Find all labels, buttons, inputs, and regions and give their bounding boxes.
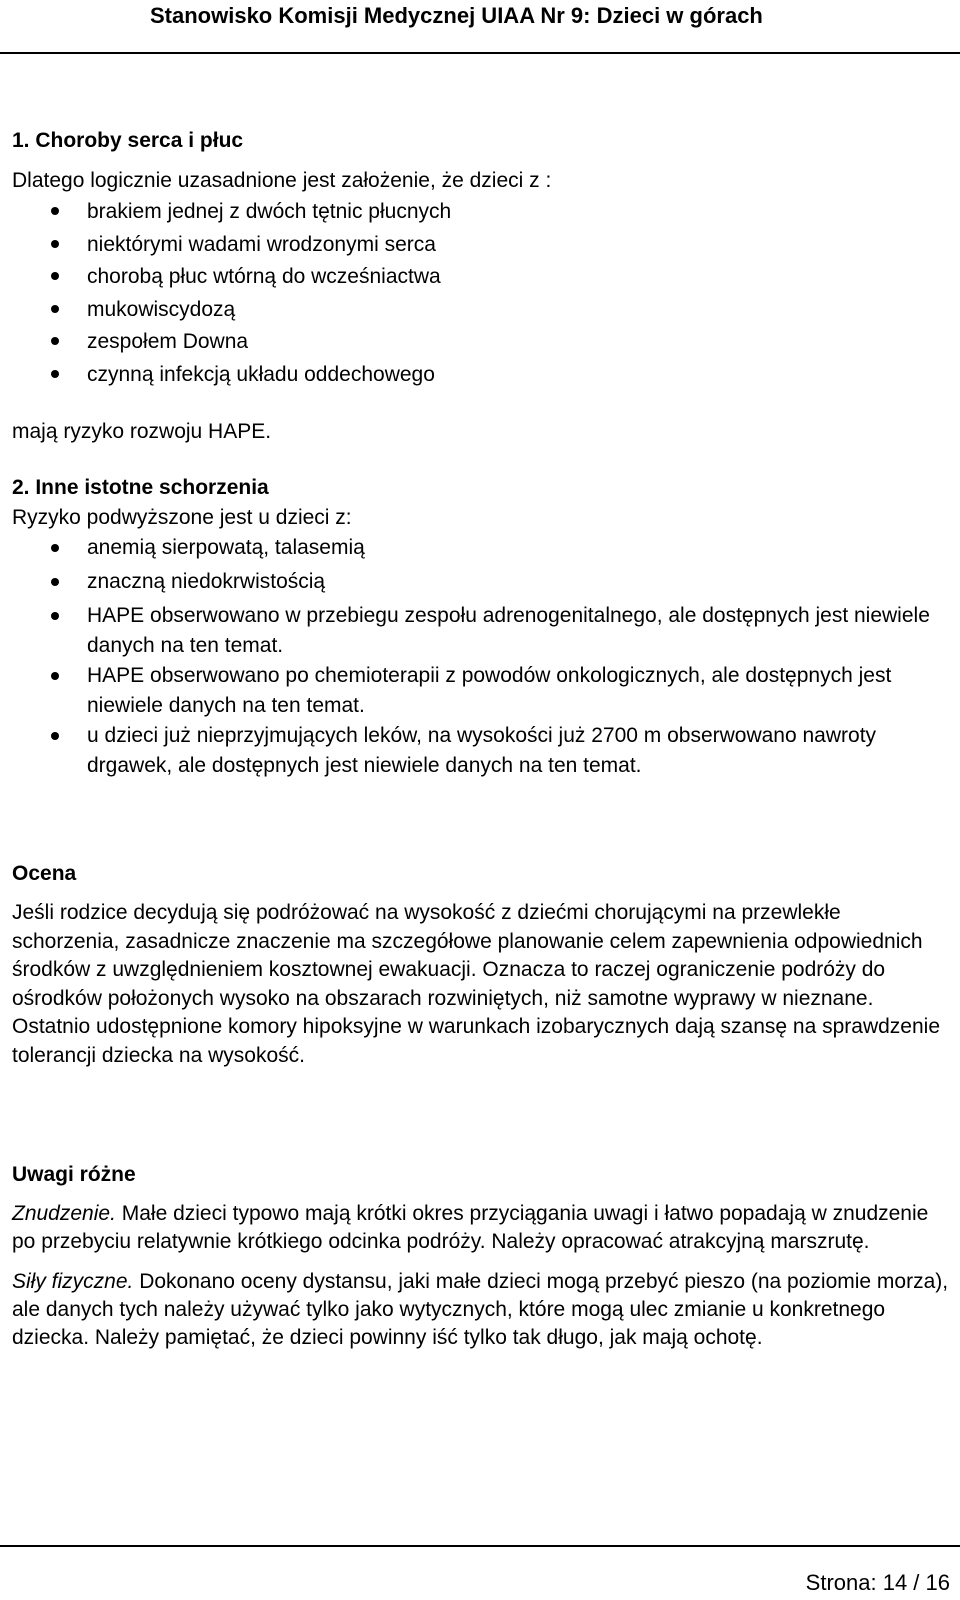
list-item: zespołem Downa — [12, 326, 959, 359]
ocena-paragraph: Jeśli rodzice decydują się podróżować na wysokość z dziećmi chorującymi na przewlekłe schorzenia, zasadnicze znaczenie ma szczegółowe planowanie celem zapewnienia odpowiednich środków z uwzględnieniem kosztownej ewakuacji. Oznacza to raczej ograniczenie podróży do ośrodków położonych wysoko na obszarach rozwiniętych, niż samotne wyprawy w nieznane. Ostatnio udostępnione komory hipoksyjne w warunkach izobarycznych dają szansę na sprawdzenie tolerancji dziecka na wysokość. — [12, 901, 941, 1067]
sily-fizyczne-text: Dokonano oceny dystansu, jaki małe dzieci mogą przebyć pieszo (na poziomie morza), ale danych tych należy używać tylko jako wytycznych, które mogą ulec zmianie u konkretnego dziecka. Należy pamiętać, że dzieci powinny iść tylko tak długo, jak mają ochotę. — [12, 1270, 949, 1349]
section-heading-2: 2. Inne istotne schorzenia — [12, 476, 269, 499]
list-item: u dzieci już nieprzyjmujących leków, na wysokości już 2700 m obserwowano nawroty drgawek, ale dostępnych jest niewiele danych na ten temat. — [12, 721, 959, 781]
section-heading-1: 1. Choroby serca i płuc — [12, 129, 244, 152]
uwagi-paragraph-2 — [12, 1268, 952, 1352]
page-header — [0, 0, 960, 54]
uwagi-heading: Uwagi różne — [12, 1163, 136, 1186]
section1-list — [12, 196, 952, 391]
page-number: Strona: 14 / 16 — [805, 1570, 950, 1595]
list-item: HAPE obserwowano po chemioterapii z powodów onkologicznych, ale dostępnych jest niewiele danych na ten temat. — [12, 661, 959, 721]
list-item: chorobą płuc wtórną do wcześniactwa — [12, 261, 959, 294]
document-body — [12, 126, 952, 1352]
list-item: brakiem jednej z dwóch tętnic płucnych — [12, 196, 959, 229]
list-item: HAPE obserwowano w przebiegu zespołu adrenogenitalnego, ale dostępnych jest niewiele danych na ten temat. — [12, 601, 959, 661]
footer-divider — [0, 1545, 960, 1547]
list-item: niektórymi wadami wrodzonymi serca — [12, 229, 959, 262]
uwagi-paragraph-1 — [12, 1200, 952, 1256]
document-title: Stanowisko Komisji Medycznej UIAA Nr 9: Dzieci w górach — [150, 3, 763, 28]
list-item: mukowiscydozą — [12, 294, 959, 327]
section2-intro: Ryzyko podwyższone jest u dzieci z: — [12, 506, 352, 529]
sily-fizyczne-label: Siły fizyczne. — [12, 1270, 134, 1293]
section1-outro: mają ryzyko rozwoju HAPE. — [12, 420, 272, 443]
ocena-heading: Ocena — [12, 862, 77, 885]
list-item: czynną infekcją układu oddechowego — [12, 359, 959, 392]
znudzenie-text: Małe dzieci typowo mają krótki okres przyciągania uwagi i łatwo popadają w znudzenie po przebyciu relatywnie krótkiego odcinka podróży. Należy opracować atrakcyjną marszrutę. — [12, 1202, 929, 1253]
section2-list — [12, 533, 952, 781]
list-item: anemią sierpowatą, talasemią — [12, 533, 959, 563]
list-item: znaczną niedokrwistością — [12, 567, 959, 597]
section1-intro: Dlatego logicznie uzasadnione jest założenie, że dzieci z : — [12, 169, 552, 192]
znudzenie-label: Znudzenie. — [12, 1202, 116, 1225]
